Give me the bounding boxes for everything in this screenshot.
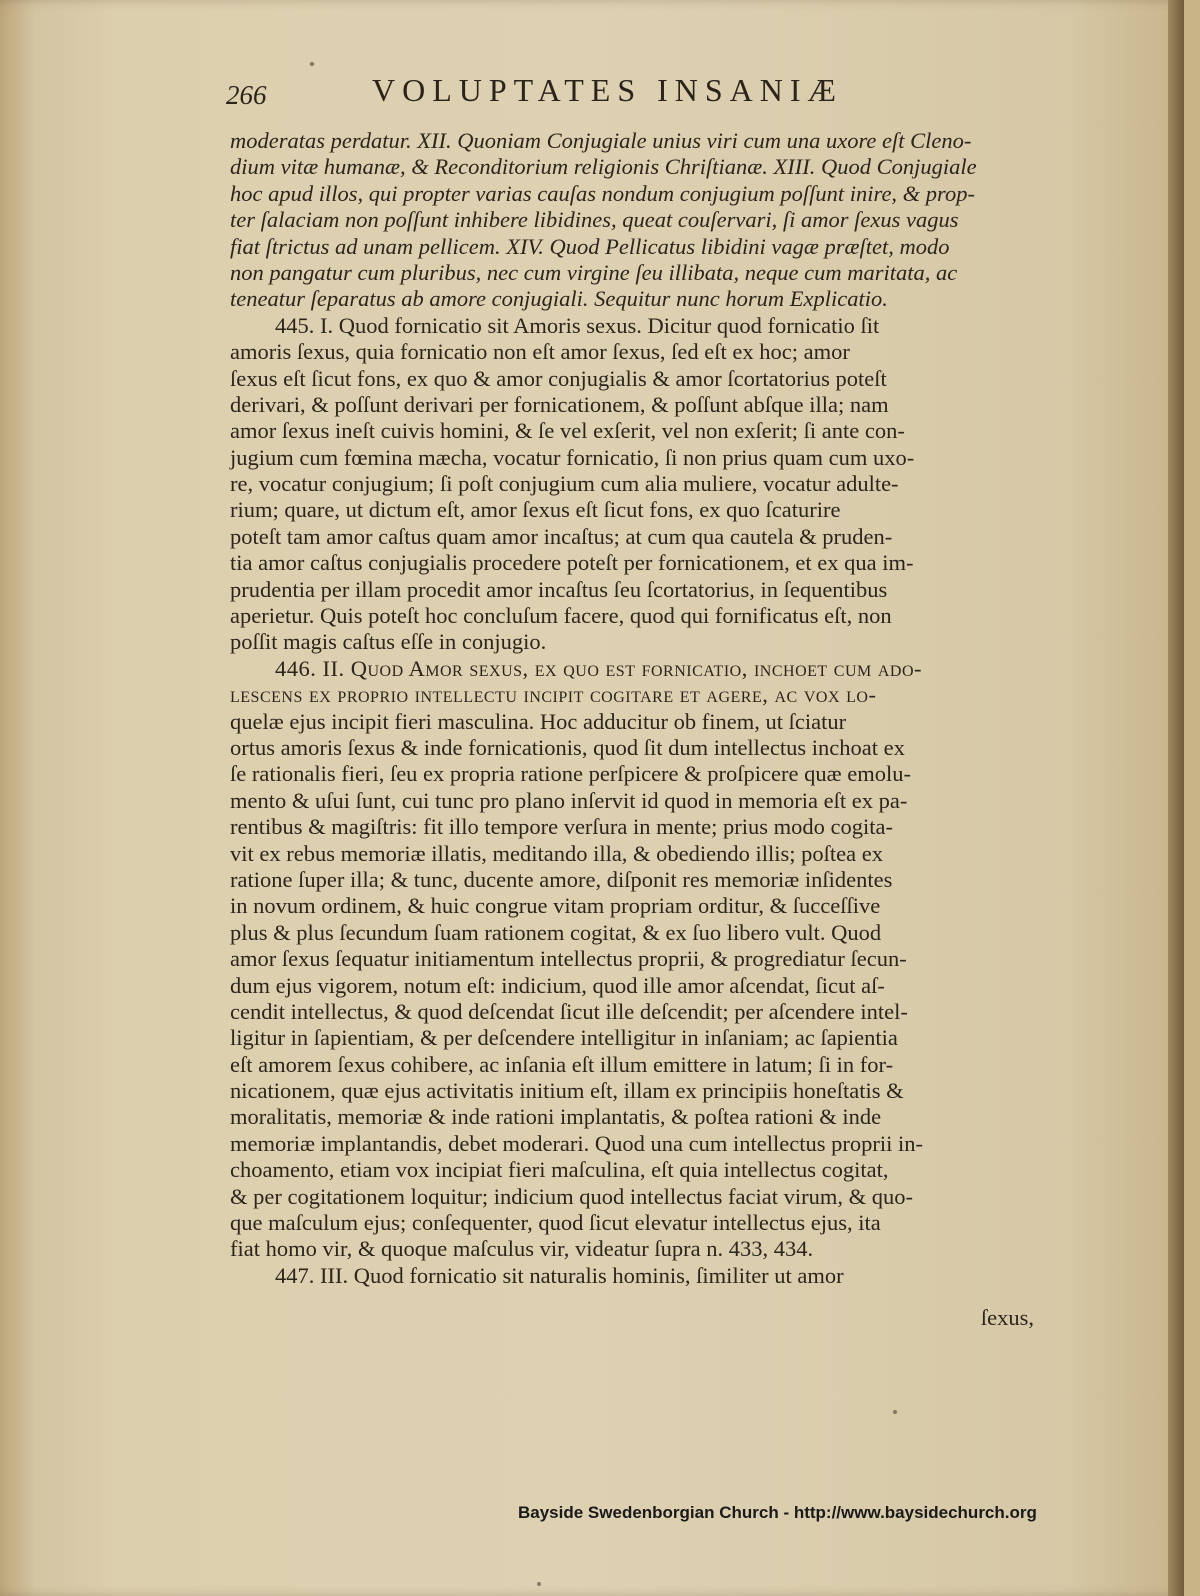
section-heading-445: 445. I. Quod fornicatio sit Amoris sexus. Dicitur quod fornicatio ſit xyxy=(275,312,880,338)
section-heading-447: 447. III. Quod fornicatio sit naturalis hominis, ſimiliter ut amor xyxy=(275,1262,844,1288)
text-line: aperietur. Quis poteſt hoc concluſum facere, quod qui fornificatus eſt, non xyxy=(230,603,892,629)
text-line: tia amor caſtus conjugialis procedere poteſt per fornicationem, et ex qua im- xyxy=(230,550,914,576)
text-line: in novum ordinem, & huic congrue vitam propriam orditur, & ſucceſſive xyxy=(230,893,881,919)
text-line: que maſculum ejus; conſequenter, quod ſicut elevatur intellectus ejus, ita xyxy=(230,1210,881,1236)
text-line: ſexus eſt ſicut fons, ex quo & amor conjugialis & amor ſcortatorius poteſt xyxy=(230,365,887,391)
running-title: VOLUPTATES INSANIÆ xyxy=(372,72,843,108)
text-line: & per cogitationem loquitur; indicium quod intellectus faciat virum, & quo- xyxy=(230,1183,913,1209)
page-header xyxy=(222,72,1052,116)
text-line: poſſit magis caſtus eſſe in conjugio. xyxy=(230,629,547,655)
text-line: fiat homo vir, & quoque maſculus vir, videatur ſupra n. 433, 434. xyxy=(230,1236,814,1262)
text-line: non pangatur cum pluribus, nec cum virgine ſeu illibata, neque cum maritata, ac xyxy=(230,259,958,285)
page-edge xyxy=(1168,0,1184,1596)
text-line: fiat ſtrictus ad unam pellicem. XIV. Quod Pellicatus libidini vagæ præſtet, modo xyxy=(230,233,950,259)
text-line: ligitur in ſapientiam, & per deſcendere intelligitur in inſaniam; ac ſapientia xyxy=(230,1025,898,1051)
text-line: prudentia per illam procedit amor incaſtus ſeu ſcortatorius, in ſequentibus xyxy=(230,576,888,602)
text-line: cendit intellectus, & quod deſcendat ſicut ille deſcendit; per aſcendere intel- xyxy=(230,998,908,1024)
body-text xyxy=(230,128,1060,1289)
ink-mark xyxy=(893,1410,897,1414)
ink-mark xyxy=(537,1582,541,1586)
section-heading-446: 446. II. Quod Amor sexus, ex quo est fornicatio, inchoet cum ado- xyxy=(275,655,923,681)
text-line: choamento, etiam vox incipiat fieri maſculina, eſt quia intellectus cogitat, xyxy=(230,1157,889,1183)
text-line: moralitatis, memoriæ & inde rationi implantatis, & poſtea rationi & inde xyxy=(230,1104,882,1130)
text-line: dum ejus vigorem, notum eſt: indicium, quod ille amor aſcendat, ſicut aſ- xyxy=(230,972,885,998)
text-line: amor ſexus ſequatur initiamentum intellectus proprii, & progrediatur ſecun- xyxy=(230,946,907,972)
text-line: quelæ ejus incipit fieri masculina. Hoc adducitur ob finem, ut ſciatur xyxy=(230,708,847,734)
text-line: teneatur ſeparatus ab amore conjugiali. Sequitur nunc horum Explicatio. xyxy=(230,286,888,312)
text-line: re, vocatur conjugium; ſi poſt conjugium cum alia muliere, vocatur adulte- xyxy=(230,471,899,497)
text-line: nicationem, quæ ejus activitatis initium eſt, illam ex principiis honeſtatis & xyxy=(230,1078,904,1104)
catchword: ſexus, xyxy=(980,1305,1034,1330)
text-line: hoc apud illos, qui propter varias cauſas nondum conjugium poſſunt inire, & prop- xyxy=(230,180,975,206)
text-line: rentibus & magiſtris: fit illo tempore verſura in mente; prius modo cogita- xyxy=(230,814,893,840)
text-line: moderatas perdatur. XII. Quoniam Conjugiale unius viri cum una uxore eſt Cleno- xyxy=(230,128,972,153)
text-line: jugium cum fœmina mæcha, vocatur fornicatio, ſi non prius quam cum uxo- xyxy=(230,444,915,470)
text-line: mento & uſui ſunt, cui tunc pro plano inſervit id quod in memoria eſt ex pa- xyxy=(230,787,908,813)
text-line: plus & plus ſecundum ſuam rationem cogitat, & ex ſuo libero vult. Quod xyxy=(230,919,882,945)
text-line: amoris ſexus, quia fornicatio non eſt amor ſexus, ſed eſt ex hoc; amor xyxy=(230,339,850,365)
text-line: ratione ſuper illa; & tunc, ducente amore, diſponit res memoriæ inſidentes xyxy=(230,866,893,892)
text-line: memoriæ implantandis, debet moderari. Quod una cum intellectus proprii in- xyxy=(230,1130,923,1156)
text-line: ortus amoris ſexus & inde fornicationis, quod ſit dum intellectus inchoat ex xyxy=(230,734,905,760)
watermark: Bayside Swedenborgian Church - http://www.baysidechurch.org xyxy=(518,1503,1037,1522)
text-line: ter ſalaciam non poſſunt inhibere libidines, queat couſervari, ſi amor ſexus vagus xyxy=(230,207,959,233)
text-line: derivari, & poſſunt derivari per fornicationem, & poſſunt abſque illa; nam xyxy=(230,391,889,417)
text-line: poteſt tam amor caſtus quam amor incaſtus; at cum qua cautela & pruden- xyxy=(230,523,893,549)
text-line: eſt amorem ſexus cohibere, ac inſania eſt illum emittere in latum; ſi in for- xyxy=(230,1051,894,1077)
text-line: ſe rationalis fieri, ſeu ex propria ratione perſpicere & proſpicere quæ emolu- xyxy=(230,761,911,787)
text-line: dium vitæ humanæ, & Reconditorium religionis Chriſtianæ. XIII. Quod Conjugiale xyxy=(230,154,977,180)
text-line: vit ex rebus memoriæ illatis, meditando illa, & obediendo illis; poſtea ex xyxy=(230,840,884,866)
text-line: rium; quare, ut dictum eſt, amor ſexus eſt ſicut fons, ex quo ſcaturire xyxy=(230,497,841,523)
ink-mark xyxy=(310,62,314,66)
text-line: lescens ex proprio intellectu incipit cogitare et agere, ac vox lo- xyxy=(230,682,877,708)
page-number: 266 xyxy=(226,80,267,110)
text-line: amor ſexus ineſt cuivis homini, & ſe vel exſerit, vel non exſerit; ſi ante con- xyxy=(230,418,905,444)
